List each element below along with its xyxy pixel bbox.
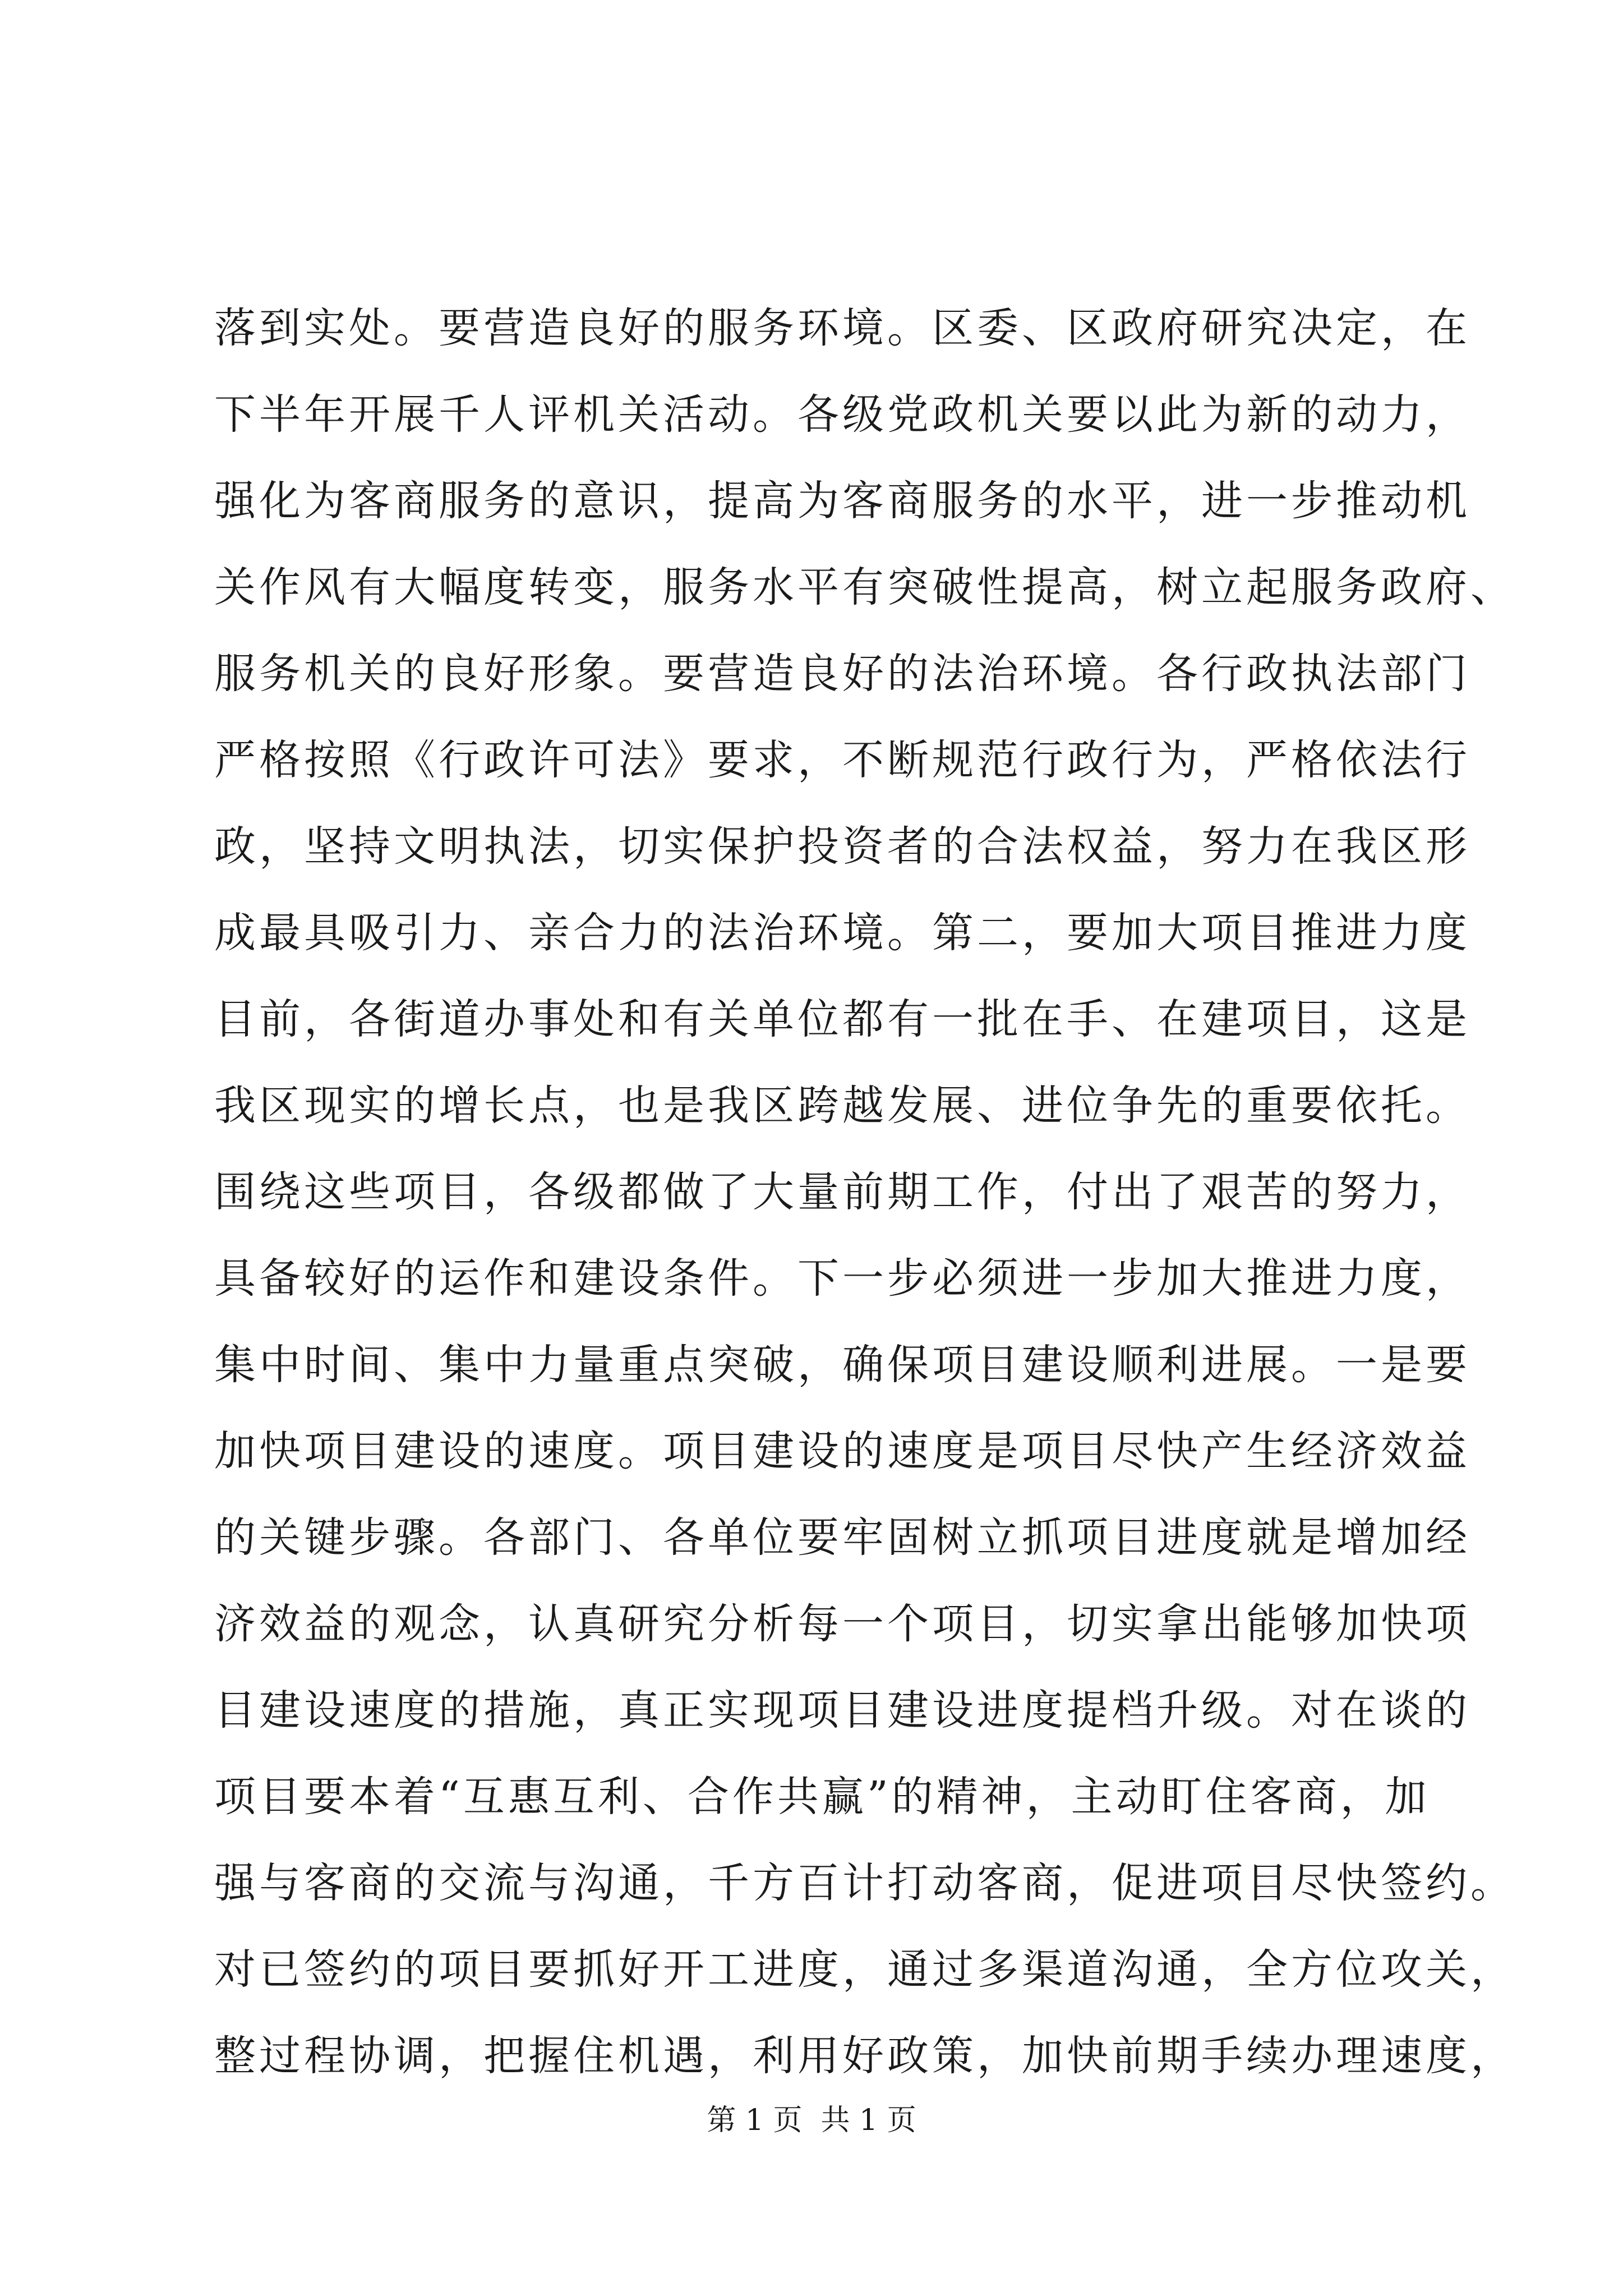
text-line: 加快项目建设的速度。项目建设的速度是项目尽快产生经济效益 xyxy=(214,1427,1470,1475)
text-line: 下半年开展千人评机关活动。各级党政机关要以此为新的动力， xyxy=(214,390,1470,439)
text-line: 围绕这些项目，各级都做了大量前期工作，付出了艰苦的努力， xyxy=(214,1168,1470,1216)
text-line: 济效益的观念，认真研究分析每一个项目，切实拿出能够加快项 xyxy=(214,1600,1470,1648)
text-line: 成最具吸引力、亲合力的法治环境。第二，要加大项目推进力度 xyxy=(214,909,1470,957)
text-line: 的关键步骤。各部门、各单位要牢固树立抓项目进度就是增加经 xyxy=(214,1513,1470,1562)
text-line: 政，坚持文明执法，切实保护投资者的合法权益，努力在我区形 xyxy=(214,822,1470,871)
text-line: 项目要本着“互惠互利、合作共赢”的精神，主动盯住客商，加 xyxy=(214,1773,1430,1821)
text-line: 服务机关的良好形象。要营造良好的法治环境。各行政执法部门 xyxy=(214,650,1470,698)
body-text xyxy=(214,285,1515,2099)
text-line: 对已签约的项目要抓好开工进度，通过多渠道沟通，全方位攻关， xyxy=(214,1945,1515,1994)
text-line: 严格按照《行政许可法》要求，不断规范行政行为，严格依法行 xyxy=(214,736,1470,784)
text-line: 我区现实的增长点，也是我区跨越发展、进位争先的重要依托。 xyxy=(214,1082,1470,1130)
text-line: 具备较好的运作和建设条件。下一步必须进一步加大推进力度， xyxy=(214,1254,1470,1303)
text-line: 落到实处。要营造良好的服务环境。区委、区政府研究决定，在 xyxy=(214,304,1470,352)
page-number-footer: 第 1 页 共 1 页 xyxy=(707,2104,916,2137)
text-line: 强与客商的交流与沟通，千方百计打动客商，促进项目尽快签约。 xyxy=(214,1859,1515,1907)
text-line: 目前，各街道办事处和有关单位都有一批在手、在建项目，这是 xyxy=(214,995,1470,1043)
text-line: 集中时间、集中力量重点突破，确保项目建设顺利进展。一是要 xyxy=(214,1341,1470,1389)
text-line: 关作风有大幅度转变，服务水平有突破性提高，树立起服务政府、 xyxy=(214,563,1515,611)
text-line: 强化为客商服务的意识，提高为客商服务的水平，进一步推动机 xyxy=(214,477,1470,525)
text-line: 整过程协调，把握住机遇，利用好政策，加快前期手续办理速度， xyxy=(214,2032,1515,2080)
text-line: 目建设速度的措施，真正实现项目建设进度提档升级。对在谈的 xyxy=(214,1686,1470,1734)
